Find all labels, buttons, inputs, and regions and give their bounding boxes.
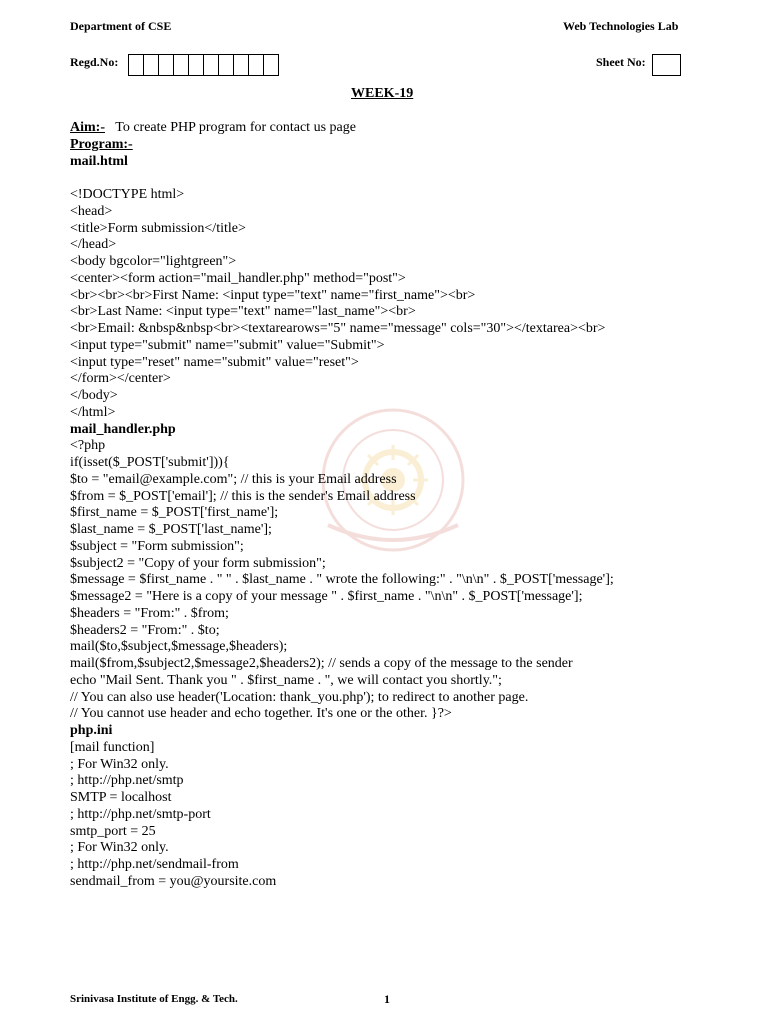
code-line: SMTP = localhost	[70, 790, 172, 805]
regd-no-label: Regd.No:	[70, 55, 119, 69]
code-line: $message = $first_name . " " . $last_name . " wrote the following:" . "\n\n" . $_POST['message'];	[70, 572, 614, 588]
aim-line	[70, 120, 356, 136]
code-line: </head>	[70, 237, 117, 253]
code-line: <head>	[70, 203, 113, 219]
code-line: <!DOCTYPE html>	[70, 187, 185, 202]
lab-title: Web Technologies Lab	[563, 19, 679, 33]
code-line: mail($from,$subject2,$message2,$headers2); // sends a copy of the message to the sender	[70, 656, 573, 671]
sheet-no-label: Sheet No:	[596, 55, 646, 69]
code-line: <input type="reset" name="submit" value="reset">	[70, 354, 359, 370]
code-line: $headers2 = "From:" . $to;	[70, 622, 220, 638]
program-label: Program:-	[70, 137, 133, 152]
code-line: <input type="submit" name="submit" value="Submit">	[70, 337, 385, 353]
code-line: ; For Win32 only.	[70, 840, 169, 856]
code-line: smtp_port = 25	[70, 823, 156, 839]
code-line: $last_name = $_POST['last_name'];	[70, 522, 272, 537]
code-line: <center><form action="mail_handler.php" method="post">	[70, 270, 406, 286]
week-title: WEEK-19	[351, 86, 414, 101]
code-line: <body bgcolor="lightgreen">	[70, 254, 237, 269]
page-number: 1	[384, 992, 390, 1006]
code-line: $subject = "Form submission";	[70, 538, 244, 554]
code-line: $subject2 = "Copy of your form submission";	[70, 555, 326, 571]
code-line: </form></center>	[70, 371, 171, 387]
department-label: Department of CSE	[70, 19, 172, 33]
code-line: $to = "email@example.com"; // this is your Email address	[70, 471, 397, 487]
code-line: <br>Email: &nbsp&nbsp<br><textarearows="5" name="message" cols="30"></textarea><br>	[70, 321, 606, 336]
aim-text: To create PHP program for contact us page	[115, 120, 356, 135]
code-line: $message2 = "Here is a copy of your message " . $first_name . "\n\n" . $_POST['message'];	[70, 589, 583, 604]
file-heading: php.ini	[70, 723, 113, 738]
code-line: ; http://php.net/sendmail-from	[70, 857, 239, 872]
code-line: <br>Last Name: <input type="text" name="last_name"><br>	[70, 304, 416, 320]
code-line: <br><br><br>First Name: <input type="text" name="first_name"><br>	[70, 287, 476, 303]
code-line: ; http://php.net/smtp	[70, 773, 184, 789]
code-line: $headers = "From:" . $from;	[70, 605, 229, 621]
code-line: sendmail_from = you@yoursite.com	[70, 873, 277, 889]
regd-no-boxes	[128, 54, 279, 76]
code-line: ; For Win32 only.	[70, 756, 169, 772]
code-line: $from = $_POST['email']; // this is the sender's Email address	[70, 488, 416, 504]
code-line: $first_name = $_POST['first_name'];	[70, 505, 279, 521]
code-line: // You can also use header('Location: thank_you.php'); to redirect to another page.	[70, 689, 529, 705]
code-line: <?php	[70, 438, 106, 454]
sheet-no-box	[652, 54, 681, 76]
file-heading: mail.html	[70, 153, 128, 169]
code-line: [mail function]	[70, 739, 155, 755]
code-line: </html>	[70, 404, 116, 420]
code-line: echo "Mail Sent. Thank you " . $first_name . ", we will contact you shortly.";	[70, 672, 502, 688]
file-heading: mail_handler.php	[70, 421, 176, 437]
code-line: // You cannot use header and echo together. It's one or the other. }?>	[70, 706, 452, 722]
footer-institute: Srinivasa Institute of Engg. & Tech.	[70, 993, 238, 1005]
code-line: if(isset($_POST['submit'])){	[70, 455, 230, 470]
code-line: </body>	[70, 388, 118, 403]
code-line: mail($to,$subject,$message,$headers);	[70, 639, 288, 655]
aim-label: Aim:-	[70, 120, 105, 135]
code-line: <title>Form submission</title>	[70, 220, 246, 236]
code-line: ; http://php.net/smtp-port	[70, 806, 211, 822]
